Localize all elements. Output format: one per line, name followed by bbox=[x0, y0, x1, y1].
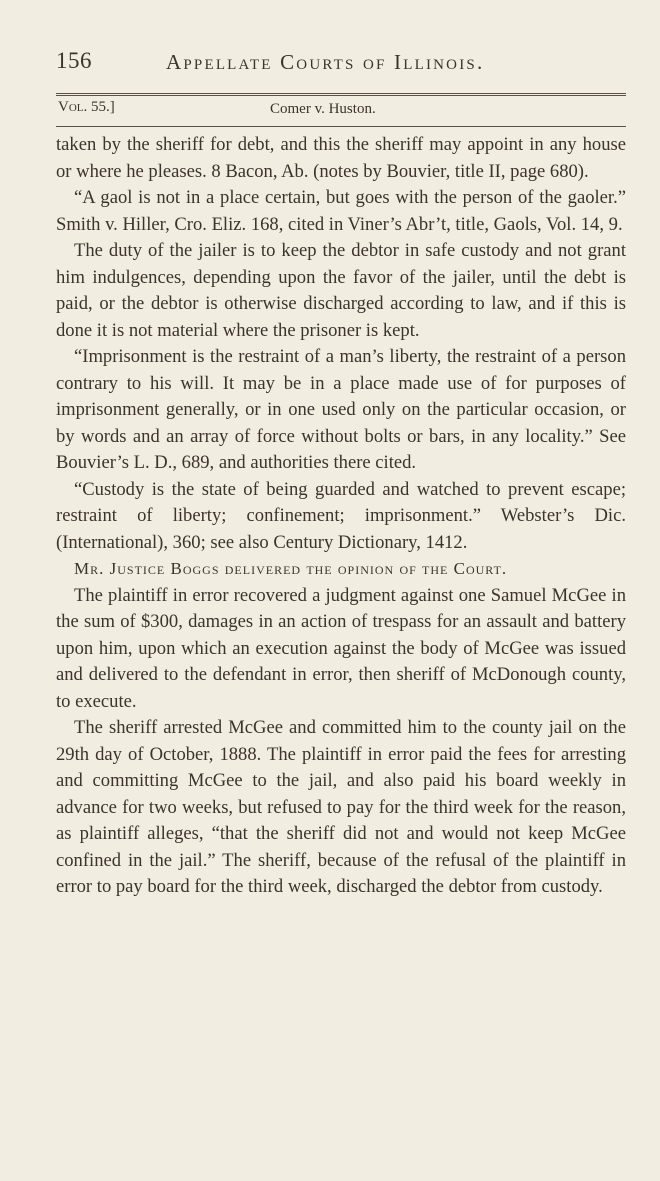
subheader-rule bbox=[56, 126, 626, 127]
paragraph: taken by the sheriff for debt, and this the sheriff may appoint in any house or where he pleases. 8 Bacon, Ab. (notes by Bouvier, title II, page 680). bbox=[56, 134, 626, 182]
header-rule bbox=[56, 93, 626, 96]
case-subheader bbox=[58, 99, 620, 121]
page-body bbox=[56, 132, 626, 901]
opinion-heading: Mr. Justice Boggs delivered the opinion of the Court. bbox=[74, 559, 508, 578]
case-name: Comer v. Huston. bbox=[270, 101, 376, 117]
paragraph: “Custody is the state of being guarded and watched to prevent escape; restraint of liberty; confinement; imprisonment.” Webster’s Dic. (International), 360; see also Century Dictionary, 1412. bbox=[56, 478, 626, 553]
page-header bbox=[56, 48, 622, 82]
page-number: 156 bbox=[56, 48, 92, 73]
opinion-paragraph: The sheriff arrested McGee and committed him to the county jail on the 29th day of October, 1888. The plaintiff in error paid the fees for arresting and committing McGee to the jail, and also paid his board weekly in advance for two weeks, but refused to pay for the third week for the reason, as plaintiff alleges, “that the sheriff did not and would not keep McGee confined in the jail.” The sheriff, because of the refusal of the plaintiff in error to pay board for the third week, discharged the debtor from custody. bbox=[56, 717, 626, 897]
paragraph: “Imprisonment is the restraint of a man’s liberty, the restraint of a person contrary to his will. It may be in a place made use of for purposes of imprisonment generally, or in one used only on the particular occasion, or by words and an array of force without bolts or bars, in any locality.” See Bouvier’s L. D., 689, and authorities there cited. bbox=[56, 346, 626, 473]
opinion-paragraph: The plaintiff in error recovered a judgment against one Samuel McGee in the sum of $300, damages in an action of trespass for an assault and battery upon him, upon which an execution against the body of McGee was issued and delivered to the defendant in error, then sheriff of McDonough county, to execute. bbox=[56, 584, 626, 712]
running-title: Appellate Courts of Illinois. bbox=[166, 50, 485, 74]
paragraph: “A gaol is not in a place certain, but goes with the person of the gaoler.” Smith v. Hiller, Cro. Eliz. 168, cited in Viner’s Abr’t, title, Gaols, Vol. 14, 9. bbox=[56, 187, 626, 235]
volume-reference: Vol. 55.] bbox=[58, 99, 115, 115]
paragraph: The duty of the jailer is to keep the debtor in safe custody and not grant him indulgences, depending upon the favor of the jailer, until the debt is paid, or the debtor is otherwise discharged according to law, and if this is done it is not material where the prisoner is kept. bbox=[56, 240, 626, 341]
